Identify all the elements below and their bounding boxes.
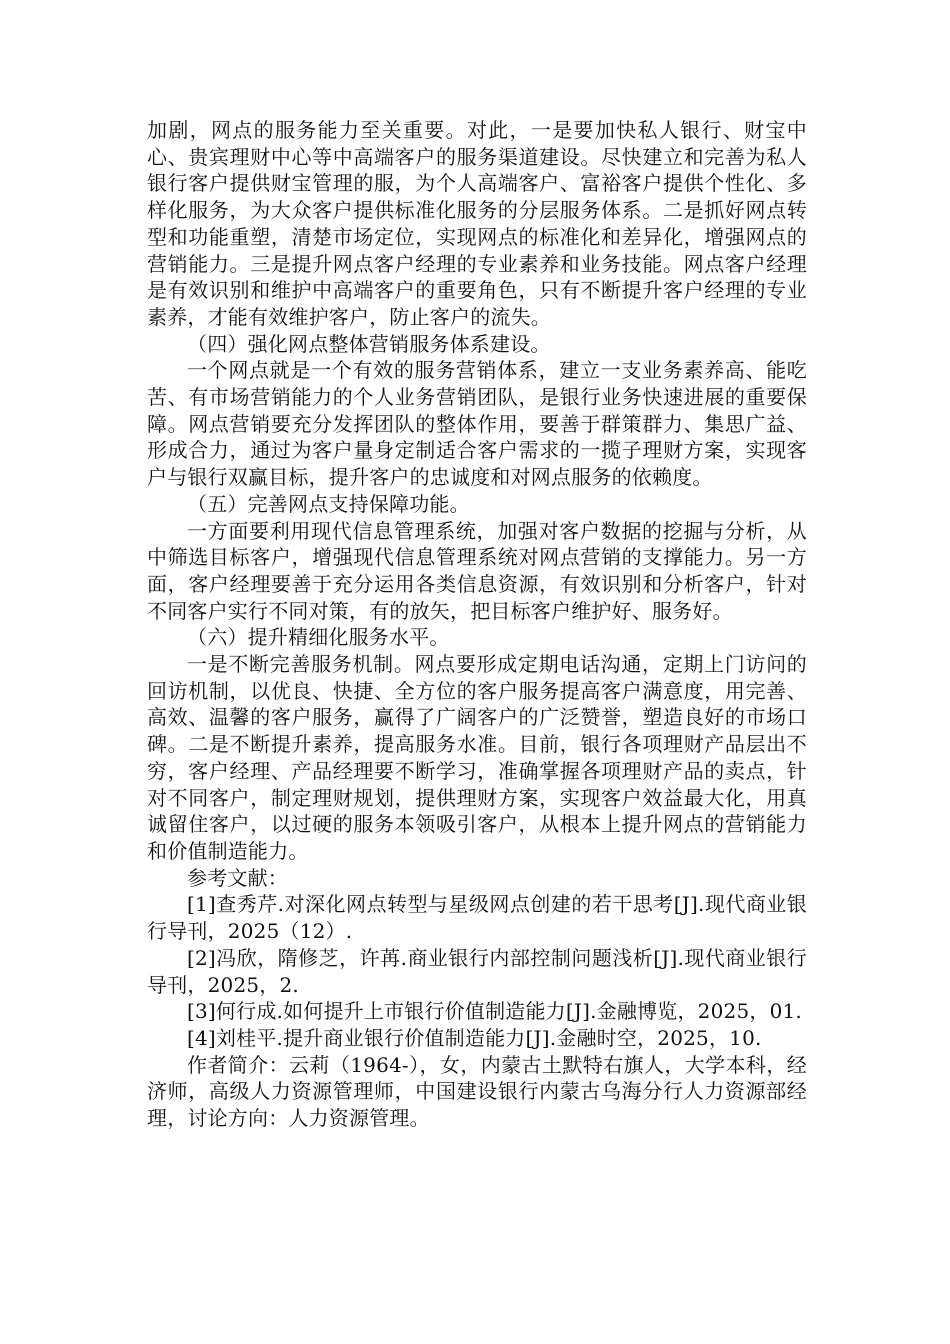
author-bio: 作者简介：云莉（1964-），女，内蒙古土默特右旗人，大学本科，经济师，高级人力资源管理师，中国建设银行内蒙古乌海分行人力资源部经理，讨论方向：人力资源管理。 [147, 1052, 807, 1131]
reference-item-1: [1]查秀芹.对深化网点转型与星级网点创建的若干思考[J].现代商业银行导刊，2025（12）. [147, 892, 807, 944]
paragraph-section-6: 一是不断完善服务机制。网点要形成定期电话沟通，定期上门访问的回访机制，以优良、快捷、全方位的客户服务提高客户满意度，用完善、高效、温馨的客户服务，赢得了广阔客户的广泛赞誉，塑造良好的市场口碑。二是不断提升素养，提高服务水准。目前，银行各项理财产品层出不穷，客户经理、产品经理要不断学习，准确掌握各项理财产品的卖点，针对不同客户，制定理财规划，提供理财方案，实现客户效益最大化，用真诚留住客户，以过硬的服务本领吸引客户，从根本上提升网点的营销能力和价值制造能力。 [147, 652, 807, 863]
document-page [147, 117, 807, 1132]
references-heading: 参考文献： [187, 865, 288, 890]
reference-item-4: [4]刘桂平.提升商业银行价值制造能力[J].金融时空，2025，10. [187, 1025, 762, 1050]
section-heading-6: （六）提升精细化服务水平。 [187, 625, 450, 650]
reference-item-3: [3]何行成.如何提升上市银行价值制造能力[J].金融博览，2025，01. [187, 999, 802, 1024]
paragraph-section-4: 一个网点就是一个有效的服务营销体系，建立一支业务素养高、能吃苦、有市场营销能力的个人业务营销团队，是银行业务快速进展的重要保障。网点营销要充分发挥团队的整体作用，要善于群策群力、集思广益、形成合力，通过为客户量身定制适合客户需求的一揽子理财方案，实现客户与银行双赢目标，提升客户的忠诚度和对网点服务的依赖度。 [147, 358, 807, 490]
paragraph-continuation: 加剧，网点的服务能力至关重要。对此，一是要加快私人银行、财宝中心、贵宾理财中心等中高端客户的服务渠道建设。尽快建立和完善为私人银行客户提供财宝管理的服，为个人高端客户、富裕客户提供个性化、多样化服务，为大众客户提供标准化服务的分层服务体系。二是抓好网点转型和功能重塑，清楚市场定位，实现网点的标准化和差异化，增强网点的营销能力。三是提升网点客户经理的专业素养和业务技能。网点客户经理是有效识别和维护中高端客户的重要角色，只有不断提升客户经理的专业素养，才能有效维护客户，防止客户的流失。 [147, 118, 807, 329]
section-heading-5: （五）完善网点支持保障功能。 [187, 491, 470, 516]
reference-item-2: [2]冯欣，隋修芝，许苒.商业银行内部控制问题浅析[J].现代商业银行导刊，2025，2. [147, 945, 807, 997]
paragraph-section-5: 一方面要利用现代信息管理系统，加强对客户数据的挖掘与分析，从中筛选目标客户，增强现代信息管理系统对网点营销的支撑能力。另一方面，客户经理要善于充分运用各类信息资源，有效识别和分析客户，针对不同客户实行不同对策，有的放矢，把目标客户维护好、服务好。 [147, 518, 807, 623]
section-heading-4: （四）强化网点整体营销服务体系建设。 [187, 331, 551, 356]
